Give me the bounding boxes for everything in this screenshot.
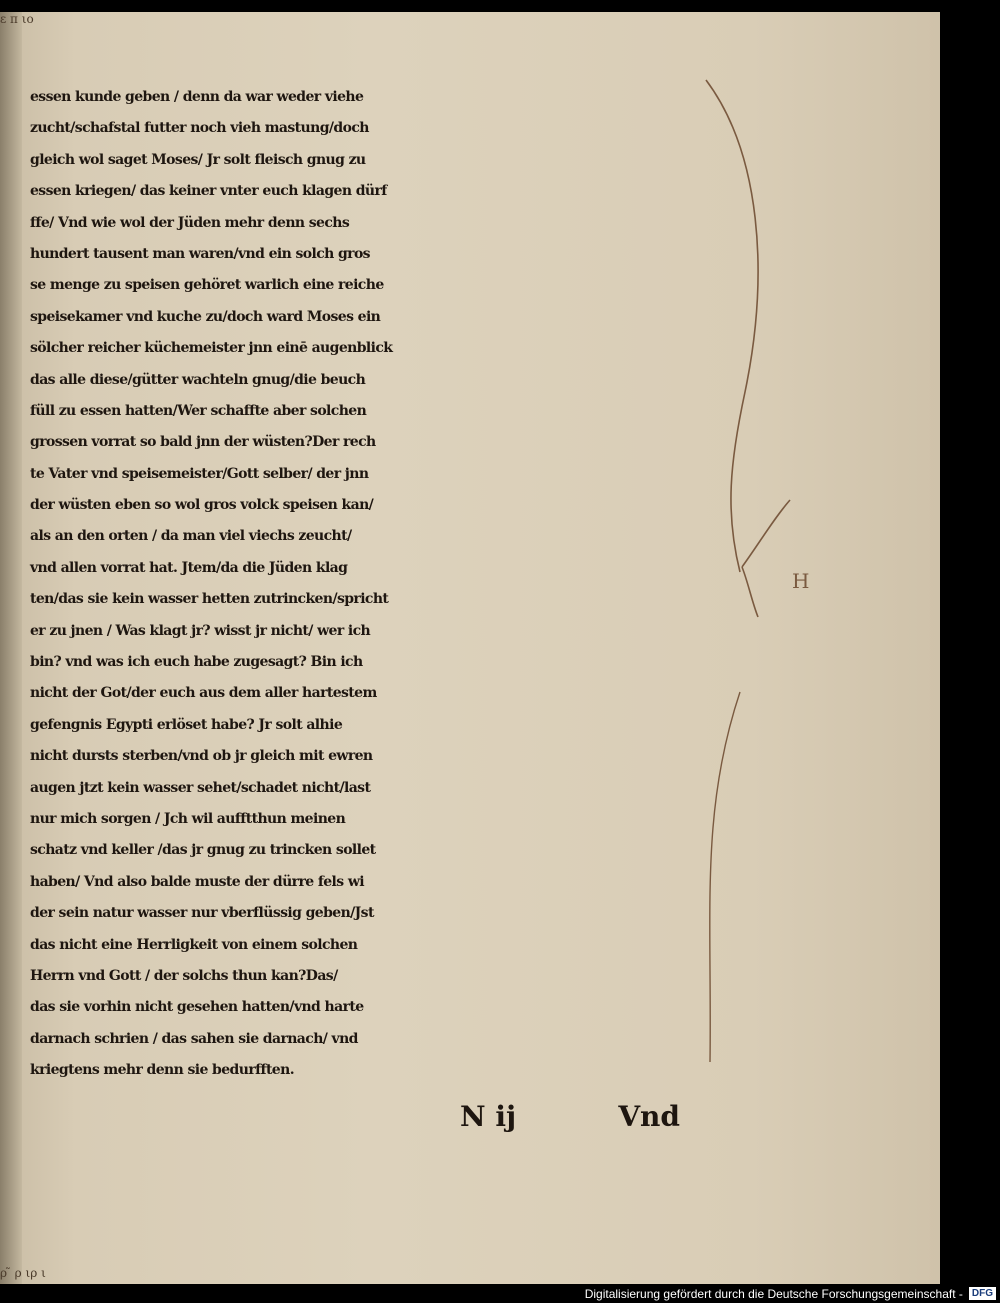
margin-arc <box>706 80 758 572</box>
text-line: er zu jnen / Was klagt jr? wisst jr nicht/ wer ich <box>30 622 371 639</box>
margin-cross-stroke-2 <box>742 567 758 617</box>
footer-bar <box>0 1284 1000 1303</box>
text-line: gleich wol saget Moses/ Jr solt fleisch gnug zu <box>30 151 366 168</box>
text-line: nicht der Got/der euch aus dem aller hartestem <box>30 685 377 702</box>
text-line: te Vater vnd speisemeister/Gott selber/ der jnn <box>30 465 369 482</box>
text-line: schatz vnd keller /das jr gnug zu trincken sollet <box>30 842 376 859</box>
text-line: das alle diese/gütter wachteln gnug/die beuch <box>30 371 366 388</box>
text-line: kriegtens mehr denn sie bedurfften. <box>30 1062 294 1079</box>
top-edge-fragment: ε π ιο <box>0 12 34 26</box>
text-line: zucht/schafstal futter noch vieh mastung/doch <box>30 120 369 137</box>
text-line: grossen vorrat so bald jnn der wüsten?Der rech <box>30 434 376 451</box>
signature-mark: N ij <box>460 1100 517 1133</box>
page-foot <box>30 1100 680 1134</box>
text-line: das nicht eine Herrligkeit von einem solchen <box>30 936 358 953</box>
paper-page <box>0 12 940 1284</box>
margin-lower-arc <box>710 692 740 1062</box>
text-line: das sie vorhin nicht gesehen hatten/vnd harte <box>30 999 364 1016</box>
text-line: augen jtzt kein wasser sehet/schadet nicht/last <box>30 779 371 796</box>
dfg-logo: DFG <box>969 1287 996 1300</box>
text-line: essen kunde geben / denn da war weder viehe <box>30 89 364 105</box>
text-line: ffe/ Vnd wie wol der Jüden mehr denn sechs <box>30 214 350 231</box>
text-line: gefengnis Egypti erlöset habe? Jr solt alhie <box>30 716 343 733</box>
text-line: der sein natur wasser nur vberflüssig geben/Jst <box>30 905 374 922</box>
text-line: ten/das sie kein wasser hetten zutrincken/spricht <box>30 591 389 608</box>
text-line: se menge zu speisen gehöret warlich eine reiche <box>30 277 384 294</box>
main-text-block <box>30 82 690 1087</box>
text-line: haben/ Vnd also balde muste der dürre fels wi <box>30 873 364 890</box>
text-line: nicht dursts sterben/vnd ob jr gleich mit ewren <box>30 748 373 765</box>
text-line: hundert tausent man waren/vnd ein solch gros <box>30 245 370 262</box>
text-line: vnd allen vorrat hat. Jtem/da die Jüden klag <box>30 559 348 576</box>
margin-note: H <box>792 569 810 593</box>
footer-credit: Digitalisierung gefördert durch die Deutsche Forschungsgemeinschaft - <box>584 1286 963 1301</box>
catchword: Vnd <box>618 1100 680 1133</box>
bottom-edge-fragment: ρ ̃ ρ ιρ ι <box>0 1266 46 1280</box>
text-line: bin? vnd was ich euch habe zugesagt? Bin ich <box>30 654 363 671</box>
text-line: sölcher reicher küchemeister jnn einē augenblick <box>30 340 393 357</box>
page-gutter <box>0 12 22 1284</box>
text-line: füll zu essen hatten/Wer schaffte aber solchen <box>30 402 367 419</box>
margin-cross-stroke-1 <box>742 500 790 567</box>
text-line: Herrn vnd Gott / der solchs thun kan?Das/ <box>30 967 338 984</box>
text-line: nur mich sorgen / Jch wil aufftthun meinen <box>30 810 346 827</box>
text-line: speisekamer vnd kuche zu/doch ward Moses ein <box>30 308 381 325</box>
text-line: darnach schrien / das sahen sie darnach/ vnd <box>30 1030 358 1047</box>
text-line: als an den orten / da man viel viechs zeucht/ <box>30 528 352 545</box>
text-line: der wüsten eben so wol gros volck speisen kan/ <box>30 497 374 514</box>
text-line: essen kriegen/ das keiner vnter euch klagen dürf <box>30 183 387 200</box>
